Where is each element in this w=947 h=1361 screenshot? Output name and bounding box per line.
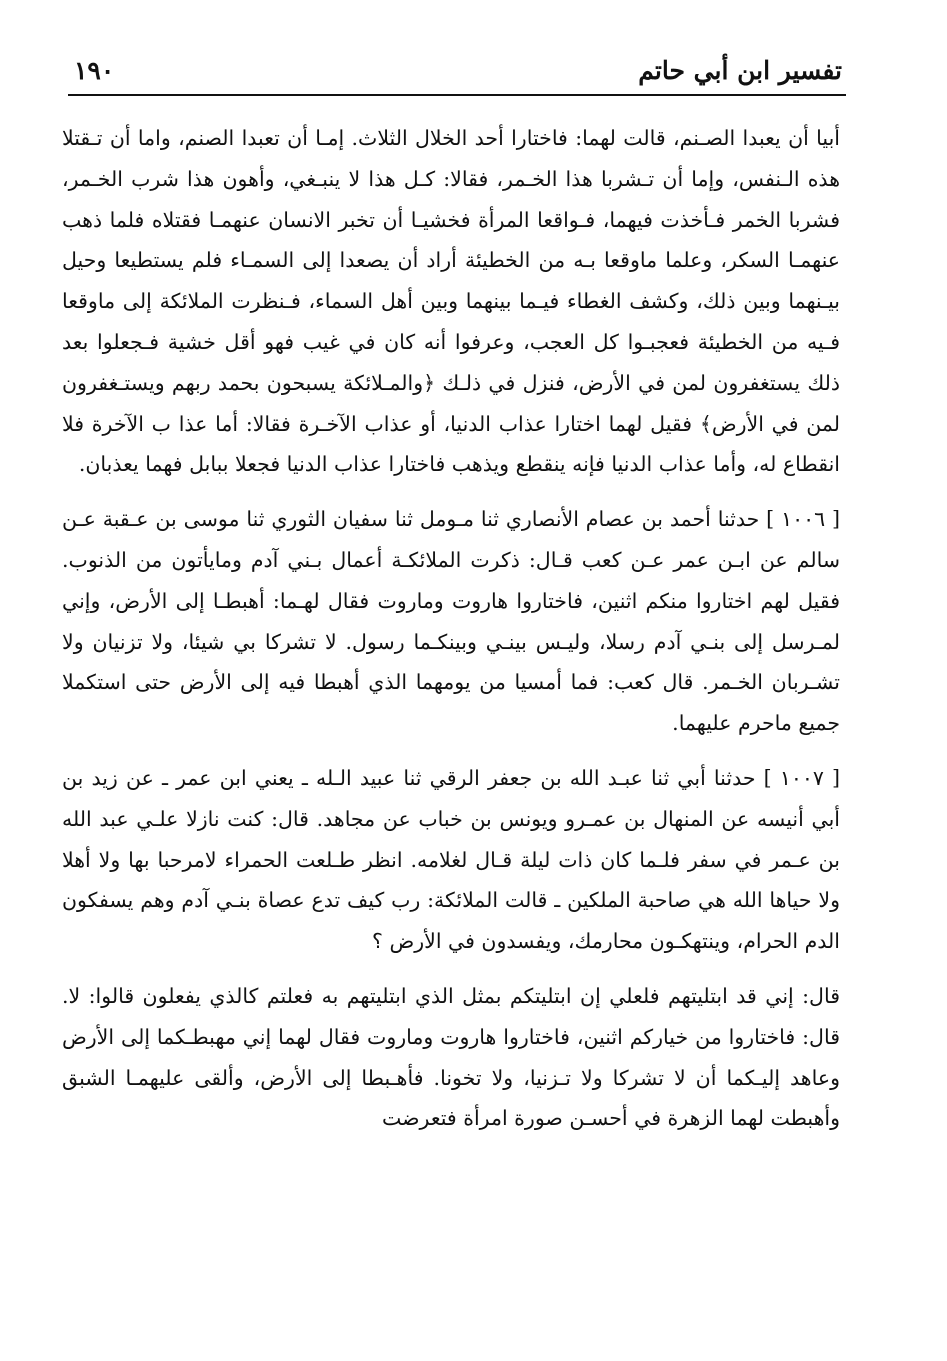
running-title: تفسير ابن أبي حاتم [638, 56, 842, 85]
body-text [62, 118, 840, 1139]
paragraph-hadith-1007: [ ١٠٠٧ ] حدثنا أبي ثنا عبـد الله بن جعفر الرقي ثنا عبيد الـله ـ يعني ابن عمر ـ عن زيد بن أبي أنيسه عن المنهال بن عمـرو ويونس بن خباب عن مجاهد. قال: كنت نازلا علـي عبد الله بن عـمر في سفر فلـما كان ذات ليلة قـال لغلامه. انظر طـلعت الحمراء لامرحبا بها ولا أهلا ولا حياها الله هي صاحبة الملكين ـ قالت الملائكة: رب كيف تدع عصاة بنـي آدم وهم يسفكون الدم الحرام، وينتهكـون محارمك، ويفسدون في الأرض ؟ [62, 765, 841, 954]
paragraph-1: أبيا أن يعبدا الصـنم، قالت لهما: فاختارا أحد الخلال الثلاث. إمـا أن تعبدا الصنم، واما أن تـقتلا هذه الـنفس، وإما أن تـشربا هذا الخـمر، فقالا: كـل هذا لا ينبـغي، وأهون هذا شرب الخـمر، فشربا الخمر فـأخذت فيهما، فـواقعا المرأة فخشيـا أن تخبر الانسان عنهمـا فقتلاه فلما ذهب عنهمـا السكر، وعلما ماوقعا بـه من الخطيئة أراد أن يصعدا إلى السمـاء فلم يستطيعا وحيل بيـنهما وبين ذلك، وكشف الغطاء فيـما بينهما وبين أهل السماء، فـنظرت الملائكة إلى ماوقعا فـيه من الخطيئة فعجبـوا كل العجب، وعرفوا أنه كان في غيب فهو أقل خشية فـجعلوا بعد ذلك يستغفرون لمن في الأرض، فنزل في ذلـك ﴿والمـلائكة يسبحون بحمد ربهم ويستـغفرون لمن في الأرض﴾ فقيل لهما اختارا عذاب الدنيا، أو عذاب الآخـرة فقالا: أما عذا ب الآخرة فلا انقطاع له، وأما عذاب الدنيا فإنه ينقطع ويذهب فاختارا عذاب الدنيا فجعلا ببابل فهما يعذبان. [62, 126, 840, 477]
page-header [68, 48, 846, 96]
page-number: ١٩٠ [74, 56, 115, 85]
paragraph-hadith-1006: [ ١٠٠٦ ] حدثنا أحمد بن عصام الأنصاري ثنا مـومل ثنا سفيان الثوري ثنا موسى بن عـقبة عـن سالم عن ابـن عمر عـن كعب قـال: ذكرت الملائكـة أعمال بـني آدم ومايأتون من الذنوب. فقيل لهم اختاروا منكم اثنين، فاختاروا هاروت وماروت فقال لهـما: أهبطـا إلى الأرض، وإني لمـرسل إلى بنـي آدم رسلا، وليـس بينـي وبينكـما رسول. لا تشركا بي شيئا، ولا تزنيان ولا تشـربان الخـمر. قال كعب: فما أمسيا من يومهما الذي أهبطا فيه إلى الأرض حتى استكملا جميع ماحرم عليهما. [62, 507, 840, 736]
paragraph-4: قال: إني قد ابتليتهم فلعلي إن ابتليتكم بمثل الذي ابتليتهم به فعلتم كالذي يفعلون قالوا: لا. قال: فاختاروا من خياركم اثنين، فاختاروا هاروت وماروت فقال لهما إني مهبطـكما إلى الأرض وعاهد إليـكما أن لا تشركا ولا تـزنيا، ولا تخونا. فأهـبطا إلى الأرض، وألقى عليهمـا الشبق وأهبطت لهما الزهرة في أحسـن صورة امرأة فتعرضت [62, 983, 840, 1131]
